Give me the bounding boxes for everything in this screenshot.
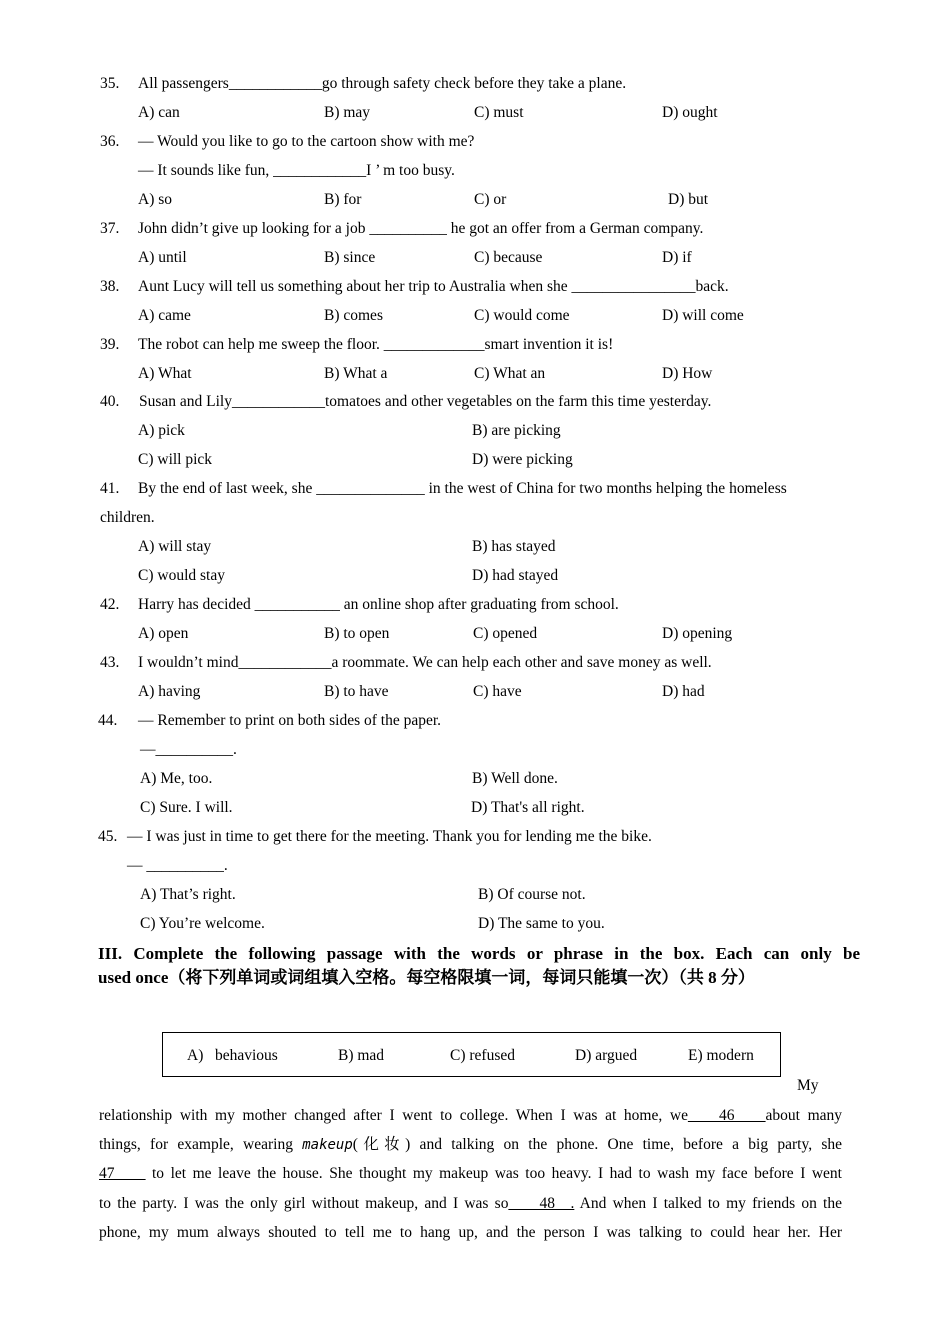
- question-stem-line2: — It sounds like fun, ____________I ’ m too busy.: [138, 162, 455, 179]
- question-stem: All passengers____________go through safety check before they take a plane.: [138, 75, 627, 92]
- makeup-word: makeup: [302, 1137, 353, 1153]
- question-stem-line2: children.: [100, 509, 155, 526]
- option-d: D) ought: [662, 104, 718, 121]
- option-d: D) How: [662, 365, 713, 382]
- option-b: B) for: [324, 191, 362, 208]
- option-a: A) can: [138, 104, 180, 121]
- passage-text: And when I talked to my friends on the: [574, 1195, 842, 1212]
- question-stem: I wouldn’t mind____________a roommate. We can help each other and save money as well.: [138, 654, 712, 671]
- option-c: C) Sure. I will.: [140, 799, 233, 816]
- option-d: D) The same to you.: [478, 915, 605, 932]
- question-stem: Aunt Lucy will tell us something about her trip to Australia when she ________________back.: [138, 278, 729, 295]
- option-d: D) That's all right.: [471, 799, 585, 816]
- option-b: B) What a: [324, 365, 388, 382]
- question-number: 43.: [100, 654, 120, 671]
- option-a: A) having: [138, 683, 201, 700]
- option-d: D) will come: [662, 307, 744, 324]
- question-stem: John didn’t give up looking for a job __________ he got an offer from a German company.: [138, 220, 704, 237]
- option-d: D) but: [668, 191, 709, 208]
- option-b: B) are picking: [472, 422, 561, 439]
- option-b: B) Well done.: [472, 770, 558, 787]
- question-number: 39.: [100, 336, 120, 353]
- question-stem: The robot can help me sweep the floor. _____________smart invention it is!: [138, 336, 614, 353]
- option-a: A) pick: [138, 422, 185, 439]
- option-a: A) Me, too.: [140, 770, 213, 787]
- option-a: A) came: [138, 307, 191, 324]
- blank-46: ____46____: [687, 1107, 766, 1124]
- question-number: 37.: [100, 220, 120, 237]
- option-b: B) may: [324, 104, 371, 121]
- passage-text: about many: [765, 1107, 843, 1124]
- passage-word: My: [797, 1077, 819, 1094]
- blank-47: 47____: [99, 1165, 146, 1182]
- section-heading-line2: used once（将下列单词或词组填入空格。每空格限填一词，每词只能填一次）（共 8 分）: [98, 968, 755, 987]
- passage-text: to the party. I was the only girl without makeup, and I was so: [99, 1195, 509, 1212]
- passage-text: phone, my mum always shouted to tell me to hang up, and the person I was talking to could hear her. Her: [99, 1224, 842, 1241]
- question-stem: By the end of last week, she ______________ in the west of China for two months helping the homeless: [138, 480, 787, 497]
- passage-line: [99, 1106, 842, 1126]
- passage-text: things, for example, wearing: [99, 1136, 303, 1153]
- option-c: C) What an: [474, 365, 546, 382]
- option-a: A) so: [138, 191, 173, 208]
- option-b: B) has stayed: [472, 538, 556, 555]
- question-number: 45.: [98, 828, 118, 845]
- option-c: C) would come: [474, 307, 570, 324]
- option-d: D) were picking: [472, 451, 573, 468]
- passage-line: [99, 1194, 842, 1214]
- question-stem: Harry has decided ___________ an online shop after graduating from school.: [138, 596, 619, 613]
- option-d: D) had: [662, 683, 705, 700]
- question-stem: — Remember to print on both sides of the paper.: [138, 712, 442, 729]
- question-number: 35.: [100, 75, 120, 92]
- option-b: B) since: [324, 249, 376, 266]
- question-stem: Susan and Lily____________tomatoes and other vegetables on the farm this time yesterday.: [139, 393, 712, 410]
- option-c: C) opened: [473, 625, 538, 642]
- passage-line: [99, 1223, 842, 1243]
- option-c: C) because: [474, 249, 543, 266]
- option-c: C) have: [473, 683, 522, 700]
- passage-line: [99, 1135, 842, 1155]
- passage-text: to let me leave the house. She thought my makeup was too heavy. I had to wash my face before I went: [145, 1165, 842, 1182]
- question-number: 40.: [100, 393, 120, 410]
- question-stem: — Would you like to go to the cartoon show with me?: [138, 133, 475, 150]
- option-a: A) What: [138, 365, 192, 382]
- word-box: [162, 1032, 781, 1077]
- option-d: D) opening: [662, 625, 733, 642]
- question-number: 42.: [100, 596, 120, 613]
- word-box-item: A) behavious: [187, 1047, 278, 1064]
- option-a: A) will stay: [138, 538, 212, 555]
- section-heading: III. Complete the following passage with the words or phrase in the box. Each can only be: [98, 944, 860, 963]
- passage-text: relationship with my mother changed after I went to college. When I was at home, we: [99, 1107, 688, 1124]
- option-a: A) until: [138, 249, 187, 266]
- option-a: A) open: [138, 625, 189, 642]
- option-d: D) had stayed: [472, 567, 559, 584]
- option-c: C) or: [474, 191, 507, 208]
- blank-48: ____48__.: [508, 1195, 575, 1212]
- option-b: B) to open: [324, 625, 390, 642]
- question-stem-line2: —__________.: [140, 741, 237, 758]
- question-stem: — I was just in time to get there for the meeting. Thank you for lending me the bike.: [127, 828, 652, 845]
- passage-line: [99, 1164, 842, 1184]
- passage-text: (化妆) and talking on the phone. One time, before a big party, she: [352, 1136, 843, 1153]
- option-c: C) You’re welcome.: [140, 915, 265, 932]
- question-number: 44.: [98, 712, 118, 729]
- word-box-item: C) refused: [450, 1047, 515, 1064]
- option-d: D) if: [662, 249, 692, 266]
- question-number: 36.: [100, 133, 120, 150]
- option-c: C) must: [474, 104, 524, 121]
- question-number: 41.: [100, 480, 120, 497]
- word-box-item: D) argued: [575, 1047, 638, 1064]
- question-number: 38.: [100, 278, 120, 295]
- option-b: B) comes: [324, 307, 383, 324]
- option-c: C) will pick: [138, 451, 213, 468]
- option-b: B) Of course not.: [478, 886, 586, 903]
- question-stem-line2: — __________.: [127, 857, 228, 874]
- word-box-item: B) mad: [338, 1047, 385, 1064]
- option-c: C) would stay: [138, 567, 225, 584]
- option-a: A) That’s right.: [140, 886, 236, 903]
- word-box-item: E) modern: [688, 1047, 754, 1064]
- option-b: B) to have: [324, 683, 389, 700]
